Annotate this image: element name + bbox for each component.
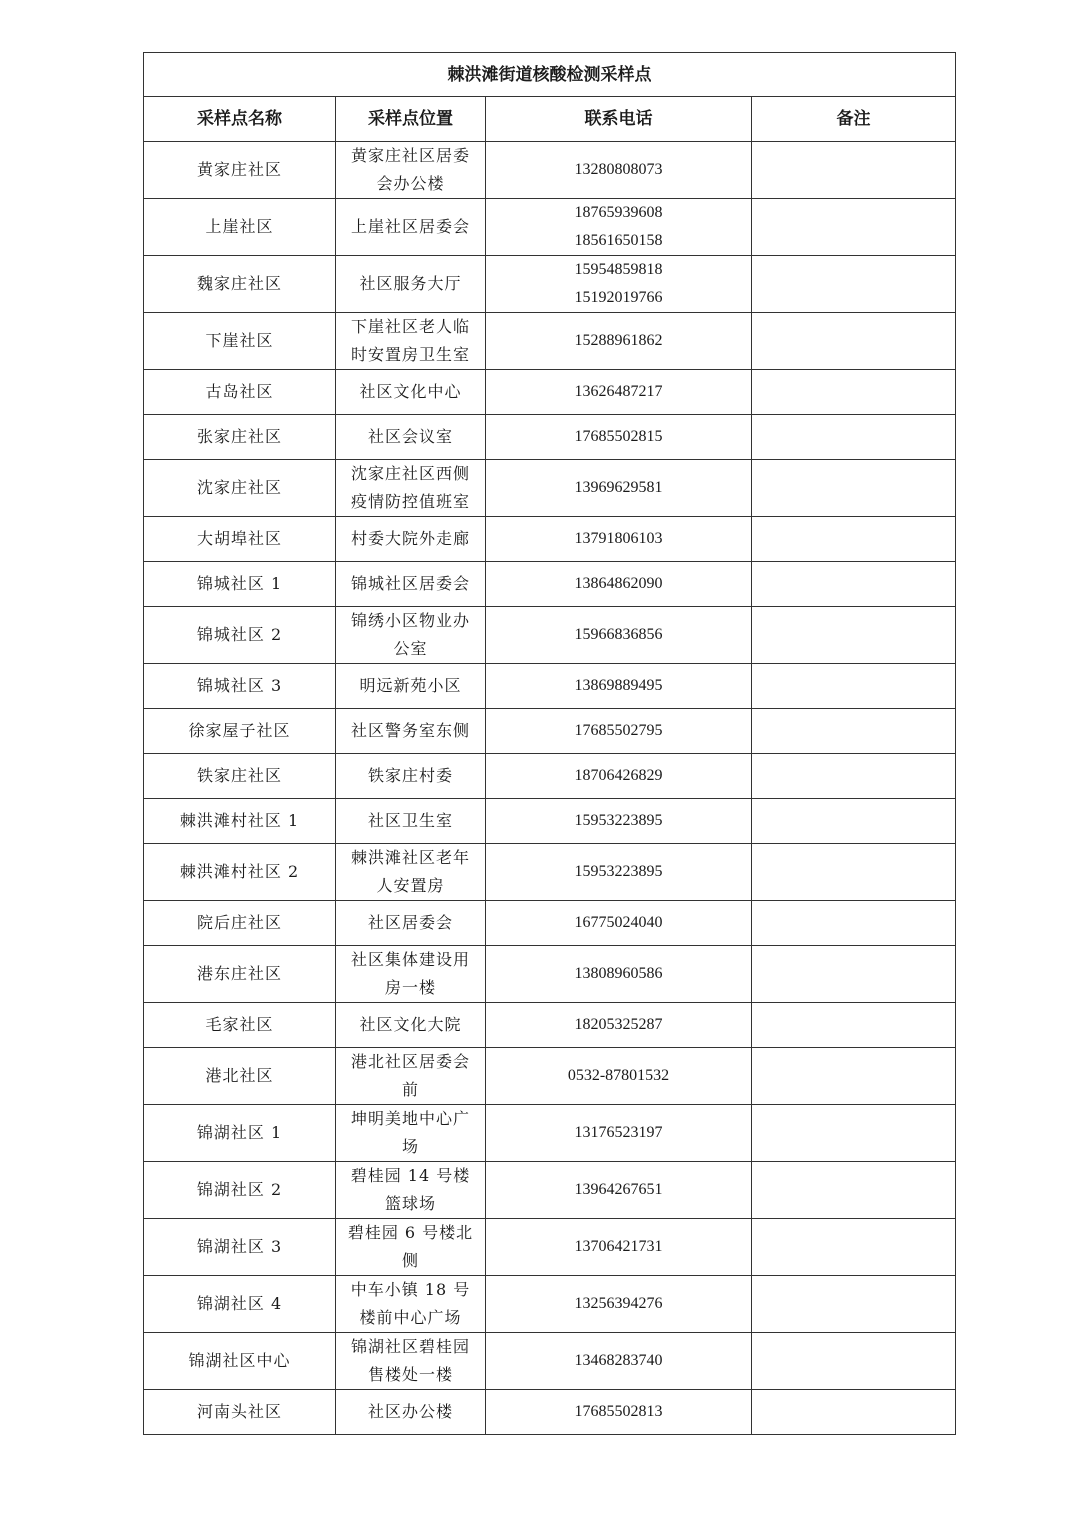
table-row [144,901,956,946]
site-phone-cell: 15953223895 [486,844,752,901]
site-notes-cell [752,1219,956,1276]
site-notes-cell [752,946,956,1003]
table-row [144,1048,956,1105]
site-location-cell: 社区文化中心 [336,370,486,415]
site-name-cell: 河南头社区 [144,1390,336,1435]
site-name-cell: 锦城社区 2 [144,607,336,664]
table-row [144,664,956,709]
site-location-cell: 黄家庄社区居委会办公楼 [336,142,486,199]
site-name-cell: 下崖社区 [144,313,336,370]
site-location-cell: 社区文化大院 [336,1003,486,1048]
table-row [144,844,956,901]
site-location-cell: 社区会议室 [336,415,486,460]
table-row [144,142,956,199]
site-location-cell: 棘洪滩社区老年人安置房 [336,844,486,901]
site-location-cell: 港北社区居委会前 [336,1048,486,1105]
table-row [144,517,956,562]
site-phone-cell: 13706421731 [486,1219,752,1276]
site-notes-cell [752,799,956,844]
table-row [144,1003,956,1048]
site-phone-cell: 13626487217 [486,370,752,415]
site-name-cell: 张家庄社区 [144,415,336,460]
site-name-cell: 黄家庄社区 [144,142,336,199]
site-phone-cell: 13176523197 [486,1105,752,1162]
site-name-cell: 港北社区 [144,1048,336,1105]
site-name-cell: 锦湖社区 2 [144,1162,336,1219]
table-row [144,946,956,1003]
table-title: 棘洪滩街道核酸检测采样点 [144,53,956,97]
site-location-cell: 碧桂园 14 号楼篮球场 [336,1162,486,1219]
table-row [144,460,956,517]
site-notes-cell [752,607,956,664]
site-location-cell: 沈家庄社区西侧疫情防控值班室 [336,460,486,517]
site-location-cell: 铁家庄村委 [336,754,486,799]
table-row [144,709,956,754]
table-row [144,562,956,607]
site-phone-cell: 16775024040 [486,901,752,946]
site-phone-cell: 13256394276 [486,1276,752,1333]
site-name-cell: 魏家庄社区 [144,256,336,313]
header-notes: 备注 [752,97,956,142]
table-row [144,1219,956,1276]
site-notes-cell [752,1276,956,1333]
site-name-cell: 铁家庄社区 [144,754,336,799]
site-name-cell: 沈家庄社区 [144,460,336,517]
site-phone-cell: 13964267651 [486,1162,752,1219]
site-name-cell: 锦湖社区 3 [144,1219,336,1276]
site-phone-cell: 17685502813 [486,1390,752,1435]
site-notes-cell [752,1105,956,1162]
site-notes-cell [752,1003,956,1048]
table-row [144,1276,956,1333]
table-row [144,1333,956,1390]
site-notes-cell [752,1048,956,1105]
site-phone-cell: 15966836856 [486,607,752,664]
table-row [144,415,956,460]
table-row [144,799,956,844]
site-name-cell: 港东庄社区 [144,946,336,1003]
site-name-cell: 锦湖社区 1 [144,1105,336,1162]
site-phone-cell: 13808960586 [486,946,752,1003]
site-location-cell: 上崖社区居委会 [336,199,486,256]
site-notes-cell [752,754,956,799]
table-row [144,199,956,256]
site-name-cell: 棘洪滩村社区 1 [144,799,336,844]
table-row [144,1162,956,1219]
site-notes-cell [752,709,956,754]
table-row [144,607,956,664]
site-name-cell: 棘洪滩村社区 2 [144,844,336,901]
site-phone-cell: 13864862090 [486,562,752,607]
site-phone-cell: 13869889495 [486,664,752,709]
table-title-row [144,53,956,97]
site-name-cell: 古岛社区 [144,370,336,415]
site-name-cell: 锦城社区 3 [144,664,336,709]
site-notes-cell [752,844,956,901]
site-phone-cell: 18765939608 18561650158 [486,199,752,256]
site-location-cell: 社区居委会 [336,901,486,946]
site-notes-cell [752,664,956,709]
site-name-cell: 锦湖社区中心 [144,1333,336,1390]
site-notes-cell [752,901,956,946]
site-notes-cell [752,562,956,607]
table-header-row [144,97,956,142]
site-phone-cell: 18205325287 [486,1003,752,1048]
site-name-cell: 上崖社区 [144,199,336,256]
site-phone-cell: 15288961862 [486,313,752,370]
site-location-cell: 社区办公楼 [336,1390,486,1435]
site-notes-cell [752,1162,956,1219]
table-row [144,754,956,799]
site-phone-cell: 15953223895 [486,799,752,844]
site-notes-cell [752,313,956,370]
site-phone-cell: 17685502795 [486,709,752,754]
table-row [144,256,956,313]
site-name-cell: 院后庄社区 [144,901,336,946]
site-phone-cell: 17685502815 [486,415,752,460]
site-location-cell: 锦城社区居委会 [336,562,486,607]
header-location: 采样点位置 [336,97,486,142]
site-location-cell: 坤明美地中心广场 [336,1105,486,1162]
site-location-cell: 碧桂园 6 号楼北侧 [336,1219,486,1276]
site-location-cell: 下崖社区老人临时安置房卫生室 [336,313,486,370]
site-location-cell: 锦湖社区碧桂园售楼处一楼 [336,1333,486,1390]
site-phone-cell: 13791806103 [486,517,752,562]
site-phone-cell: 13969629581 [486,460,752,517]
site-notes-cell [752,517,956,562]
site-phone-cell: 18706426829 [486,754,752,799]
site-location-cell: 中车小镇 18 号楼前中心广场 [336,1276,486,1333]
table-row [144,370,956,415]
site-notes-cell [752,415,956,460]
site-name-cell: 锦城社区 1 [144,562,336,607]
site-location-cell: 明远新苑小区 [336,664,486,709]
site-location-cell: 社区集体建设用房一楼 [336,946,486,1003]
sampling-sites-table [143,52,956,1435]
site-notes-cell [752,142,956,199]
site-name-cell: 徐家屋子社区 [144,709,336,754]
site-notes-cell [752,256,956,313]
site-location-cell: 社区服务大厅 [336,256,486,313]
site-phone-cell: 13468283740 [486,1333,752,1390]
site-location-cell: 锦绣小区物业办公室 [336,607,486,664]
header-name: 采样点名称 [144,97,336,142]
table-row [144,1105,956,1162]
site-name-cell: 锦湖社区 4 [144,1276,336,1333]
site-notes-cell [752,460,956,517]
site-notes-cell [752,1390,956,1435]
site-notes-cell [752,199,956,256]
site-phone-cell: 13280808073 [486,142,752,199]
site-name-cell: 大胡埠社区 [144,517,336,562]
table-row [144,1390,956,1435]
site-location-cell: 社区卫生室 [336,799,486,844]
site-notes-cell [752,370,956,415]
table-row [144,313,956,370]
header-phone: 联系电话 [486,97,752,142]
site-phone-cell: 15954859818 15192019766 [486,256,752,313]
site-phone-cell: 0532-87801532 [486,1048,752,1105]
site-location-cell: 社区警务室东侧 [336,709,486,754]
site-notes-cell [752,1333,956,1390]
site-name-cell: 毛家社区 [144,1003,336,1048]
site-location-cell: 村委大院外走廊 [336,517,486,562]
